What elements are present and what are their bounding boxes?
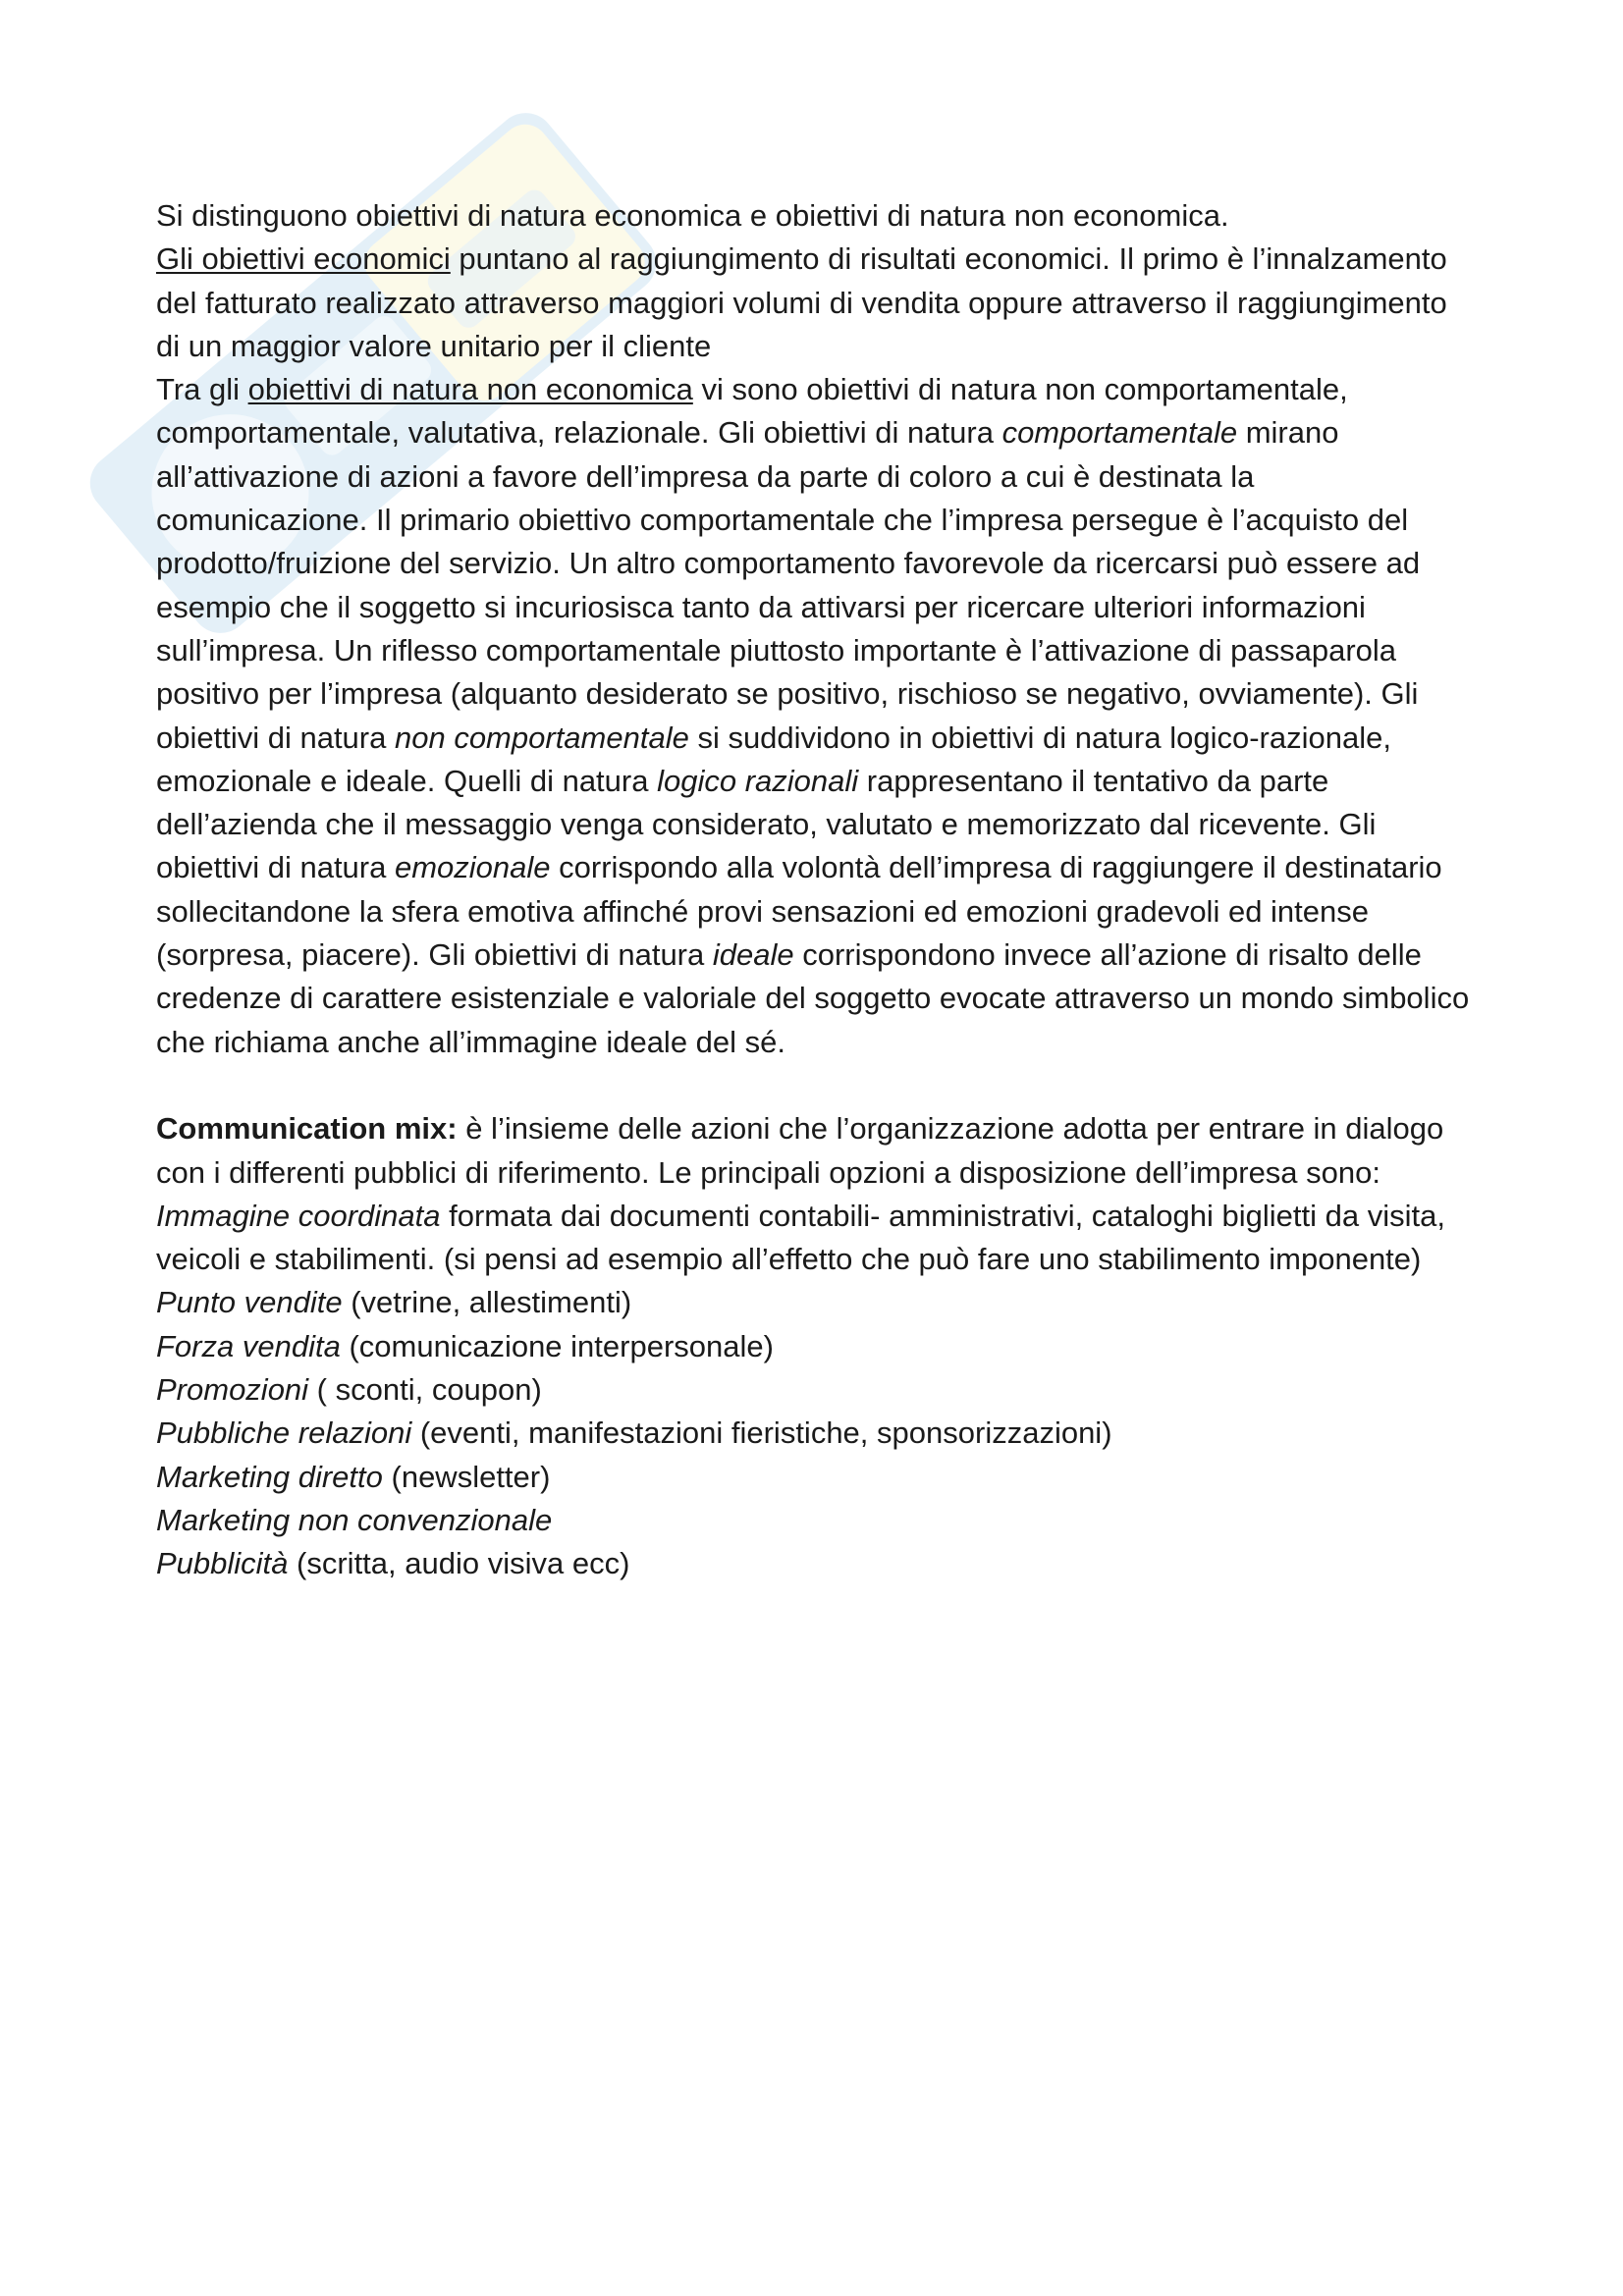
list-item-term: Punto vendite xyxy=(156,1285,343,1320)
list-item xyxy=(156,1499,1472,1542)
paragraph-text: Tra gli xyxy=(156,372,248,407)
paragraph-text: rappresentano il tentativo da parte dell’azienda che il messaggio venga considerato, valutato e memorizzato dal ricevente. Gli obiettivi di natura xyxy=(156,763,1377,885)
list-item-desc: (newsletter) xyxy=(382,1459,551,1494)
list-item-term: Forza vendita xyxy=(156,1328,341,1363)
paragraph-text: vi sono obiettivi di natura non comportamentale, comportamentale, valutativa, relazionale. Gli obiettivi di natura xyxy=(156,372,1348,451)
paragraph-text: si suddividono in obiettivi di natura logico-razionale, emozionale e ideale. Quelli di natura xyxy=(156,720,1391,798)
italic-term: logico razionali xyxy=(657,763,859,798)
underlined-term-non-economic: obiettivi di natura non economica xyxy=(247,372,693,407)
section-heading: Communication mix: xyxy=(156,1111,458,1147)
communication-mix-list xyxy=(156,1195,1472,1586)
italic-term: ideale xyxy=(712,937,794,973)
paragraph-non-economic-objectives xyxy=(156,368,1472,1064)
list-item-term: Pubbliche relazioni xyxy=(156,1415,412,1451)
list-item-desc: ( sconti, coupon) xyxy=(308,1372,542,1408)
paragraph-economic-objectives xyxy=(156,238,1472,368)
intro-line xyxy=(156,194,1472,238)
paragraph-text: corrispondo alla volontà dell’impresa di raggiungere il destinatario sollecitandone la sfera emotiva affinché provi sensazioni ed emozioni gradevoli ed intense (sorpresa, piacere). Gli obiettivi di natura xyxy=(156,850,1442,973)
list-item xyxy=(156,1195,1472,1282)
paragraph-text: è l’insieme delle azioni che l’organizzazione adotta per entrare in dialogo con i differenti pubblici di riferimento. Le principali opzioni a disposizione dell’impresa sono: xyxy=(156,1111,1444,1190)
list-item-term: Marketing non convenzionale xyxy=(156,1502,553,1537)
underlined-term-economic: Gli obiettivi economici xyxy=(156,241,451,277)
document-body xyxy=(156,194,1472,1586)
list-item xyxy=(156,1542,1472,1585)
list-item-term: Immagine coordinata xyxy=(156,1198,441,1233)
list-item-term: Pubblicità xyxy=(156,1546,289,1581)
paragraph-spacer xyxy=(156,1064,1472,1107)
list-item xyxy=(156,1412,1472,1455)
list-item xyxy=(156,1281,1472,1324)
list-item xyxy=(156,1368,1472,1412)
paragraph-communication-mix xyxy=(156,1107,1472,1195)
italic-term: non comportamentale xyxy=(394,720,689,755)
list-item-term: Promozioni xyxy=(156,1372,309,1408)
paragraph-text: mirano all’attivazione di azioni a favore dell’impresa da parte di coloro a cui è destinata la comunicazione. Il primario obiettivo comportamentale che l’impresa persegue è l’acquisto del prodotto/fruizione del servizio. Un altro comportamento favorevole da ricercarsi può essere ad esempio che il soggetto si incuriosisca tanto da attivarsi per ricercare ulteriori informazioni sull’impresa. Un riflesso comportamentale piuttosto importante è l’attivazione di passaparola positivo per l’impresa (alquanto desiderato se positivo, rischioso se negativo, ovviamente). Gli obiettivi di natura xyxy=(156,415,1421,755)
list-item-desc: (eventi, manifestazioni fieristiche, sponsorizzazioni) xyxy=(411,1415,1112,1451)
italic-term: comportamentale xyxy=(1001,415,1238,451)
paragraph-text: corrispondono invece all’azione di risalto delle credenze di carattere esistenziale e valoriale del soggetto evocate attraverso un mondo simbolico che richiama anche all’immagine ideale del sé. xyxy=(156,937,1470,1059)
list-item-desc: (scritta, audio visiva ecc) xyxy=(288,1546,630,1581)
list-item-desc: (vetrine, allestimenti) xyxy=(342,1285,632,1320)
paragraph-text: puntano al raggiungimento di risultati economici. Il primo è l’innalzamento del fatturato realizzato attraverso maggiori volumi di vendita oppure attraverso il raggiungimento di un maggior valore unitario per il cliente xyxy=(156,241,1447,363)
list-item xyxy=(156,1325,1472,1368)
list-item-desc: formata dai documenti contabili- amministrativi, cataloghi biglietti da visita, veicoli e stabilimenti. (si pensi ad esempio all’effetto che può fare uno stabilimento imponente) xyxy=(156,1198,1445,1277)
list-item-desc: (comunicazione interpersonale) xyxy=(340,1328,774,1363)
list-item xyxy=(156,1456,1472,1499)
intro-text: Si distinguono obiettivi di natura economica e obiettivi di natura non economica. xyxy=(156,198,1229,233)
italic-term: emozionale xyxy=(394,850,551,885)
list-item-term: Marketing diretto xyxy=(156,1459,383,1494)
